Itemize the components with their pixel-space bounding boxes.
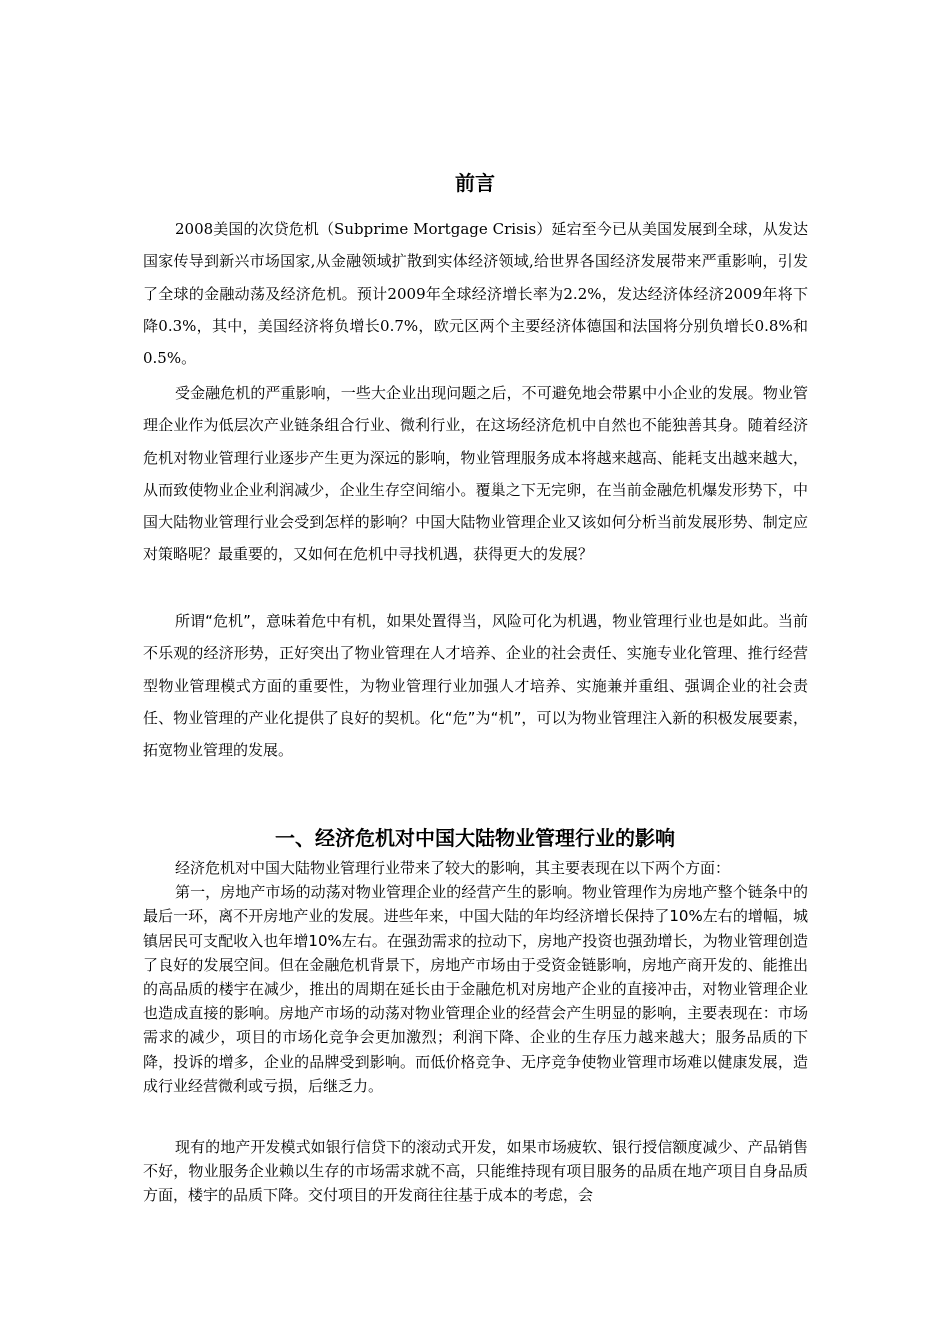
section-1-paragraph-1: 经济危机对中国大陆物业管理行业带来了较大的影响，其主要表现在以下两个方面： — [175, 859, 731, 877]
section-1-body — [143, 856, 808, 1098]
preface-title: 前言 — [455, 171, 495, 195]
preface-paragraph-2: 受金融危机的严重影响，一些大企业出现问题之后，不可避免地会带累中小企业的发展。物业管理企业作为低层次产业链条组合行业、微利行业，在这场经济危机中自然也不能独善其身。随着经济危机对物业管理行业逐步产生更为深远的影响，物业管理服务成本将越来越高、能耗支出越来越大，从而致使物业企业利润减少，企业生存空间缩小。覆巢之下无完卵，在当前金融危机爆发形势下，中国大陆物业管理行业会受到怎样的影响？中国大陆物业管理企业又该如何分析当前发展形势、制定应对策略呢？最重要的，又如何在危机中寻找机遇，获得更大的发展？ — [143, 384, 808, 564]
section-1-paragraph-3: 现有的地产开发模式如银行信贷下的滚动式开发，如果市场疲软、银行授信额度减少、产品销售不好，物业服务企业赖以生存的市场需求就不高，只能维持现有项目服务的品质在地产项目自身品质方面，楼宇的品质下降。交付项目的开发商往往基于成本的考虑，会 — [143, 1138, 808, 1205]
section-1-title: 一、经济危机对中国大陆物业管理行业的影响 — [275, 826, 675, 850]
preface-paragraph-3: 所谓“危机”，意味着危中有机，如果处置得当，风险可化为机遇，物业管理行业也是如此。当前不乐观的经济形势，正好突出了物业管理在人才培养、企业的社会责任、实施专业化管理、推行经营型物业管理模式方面的重要性，为物业管理行业加强人才培养、实施兼并重组、强调企业的社会责任、物业管理的产业化提供了良好的契机。化“危”为“机”，可以为物业管理注入新的积极发展要素，拓宽物业管理的发展。 — [143, 612, 808, 760]
preface-paragraph-1: 2008美国的次贷危机（Subprime Mortgage Crisis）延宕至今已从美国发展到全球，从发达国家传导到新兴市场国家,从金融领域扩散到实体经济领域,给世界各国经济发展带来严重影响，引发了全球的金融动荡及经济危机。预计2009年全球经济增长率为2.2%，发达经济体经济2009年将下降0.3%，其中，美国经济将负增长0.7%，欧元区两个主要经济体德国和法国将分别负增长0.8%和0.5%。 — [143, 220, 808, 368]
section-1-paragraph-2: 第一，房地产市场的动荡对物业管理企业的经营产生的影响。物业管理作为房地产整个链条中的最后一环，离不开房地产业的发展。进些年来，中国大陆的年均经济增长保持了10%左右的增幅，城镇居民可支配收入也年增10%左右。在强劲需求的拉动下，房地产投资也强劲增长，为物业管理创造了良好的发展空间。但在金融危机背景下，房地产市场由于受资金链影响，房地产商开发的、能推出的高品质的楼宇在减少，推出的周期在延长由于金融危机对房地产企业的直接冲击，对物业管理企业也造成直接的影响。房地产市场的动荡对物业管理企业的经营会产生明显的影响，主要表现在：市场需求的减少，项目的市场化竞争会更加激烈；利润下降、企业的生存压力越来越大；服务品质的下降，投诉的增多，企业的品牌受到影响。而低价格竞争、无序竞争使物业管理市场难以健康发展，造成行业经营微利或亏损，后继乏力。 — [143, 883, 808, 1095]
